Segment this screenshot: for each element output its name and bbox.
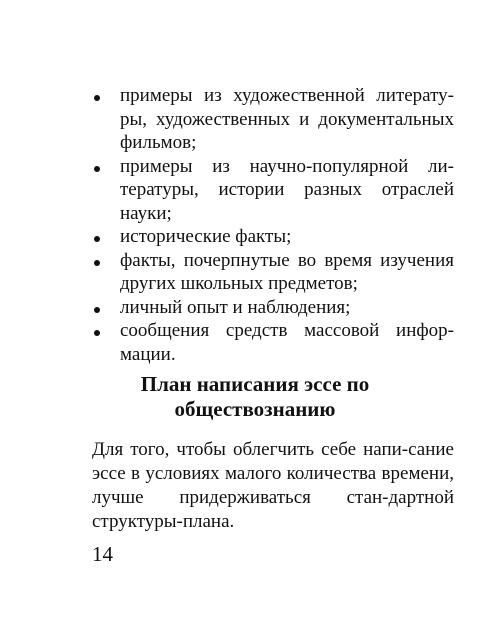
- bullet-icon: [94, 307, 100, 313]
- bullet-icon: [94, 95, 100, 101]
- bullet-icon: [94, 260, 100, 266]
- list-item-text: исторические факты;: [120, 226, 292, 247]
- list-item: [92, 225, 454, 249]
- list-item: [92, 319, 454, 366]
- list-item: [92, 249, 454, 296]
- list-item-text: факты, почерпнутые во время изучения других школьных предметов;: [120, 249, 454, 294]
- bullet-icon: [94, 236, 100, 242]
- list-item-text: сообщения средств массовой инфор-мации.: [120, 320, 454, 365]
- page-number: 14: [92, 542, 113, 566]
- sources-bullet-list: [92, 84, 454, 366]
- list-item: [92, 296, 454, 320]
- bullet-icon: [94, 166, 100, 172]
- list-item-text: примеры из художественной литерату-ры, художественных и документальных фильмов;: [120, 85, 454, 153]
- section-title: План написания эссе по обществознанию: [140, 372, 370, 421]
- list-item: [92, 84, 454, 155]
- bullet-icon: [94, 330, 100, 336]
- list-item-text: примеры из научно-популярной ли-тературы, истории разных отраслей науки;: [120, 155, 454, 224]
- body-paragraph: Для того, чтобы облегчить себе напи-сание эссе в условиях малого количества времени, лучше придерживаться стан-дартной структуры-плана.: [92, 439, 454, 532]
- list-item-text: личный опыт и наблюдения;: [120, 296, 351, 318]
- list-item: [92, 155, 454, 226]
